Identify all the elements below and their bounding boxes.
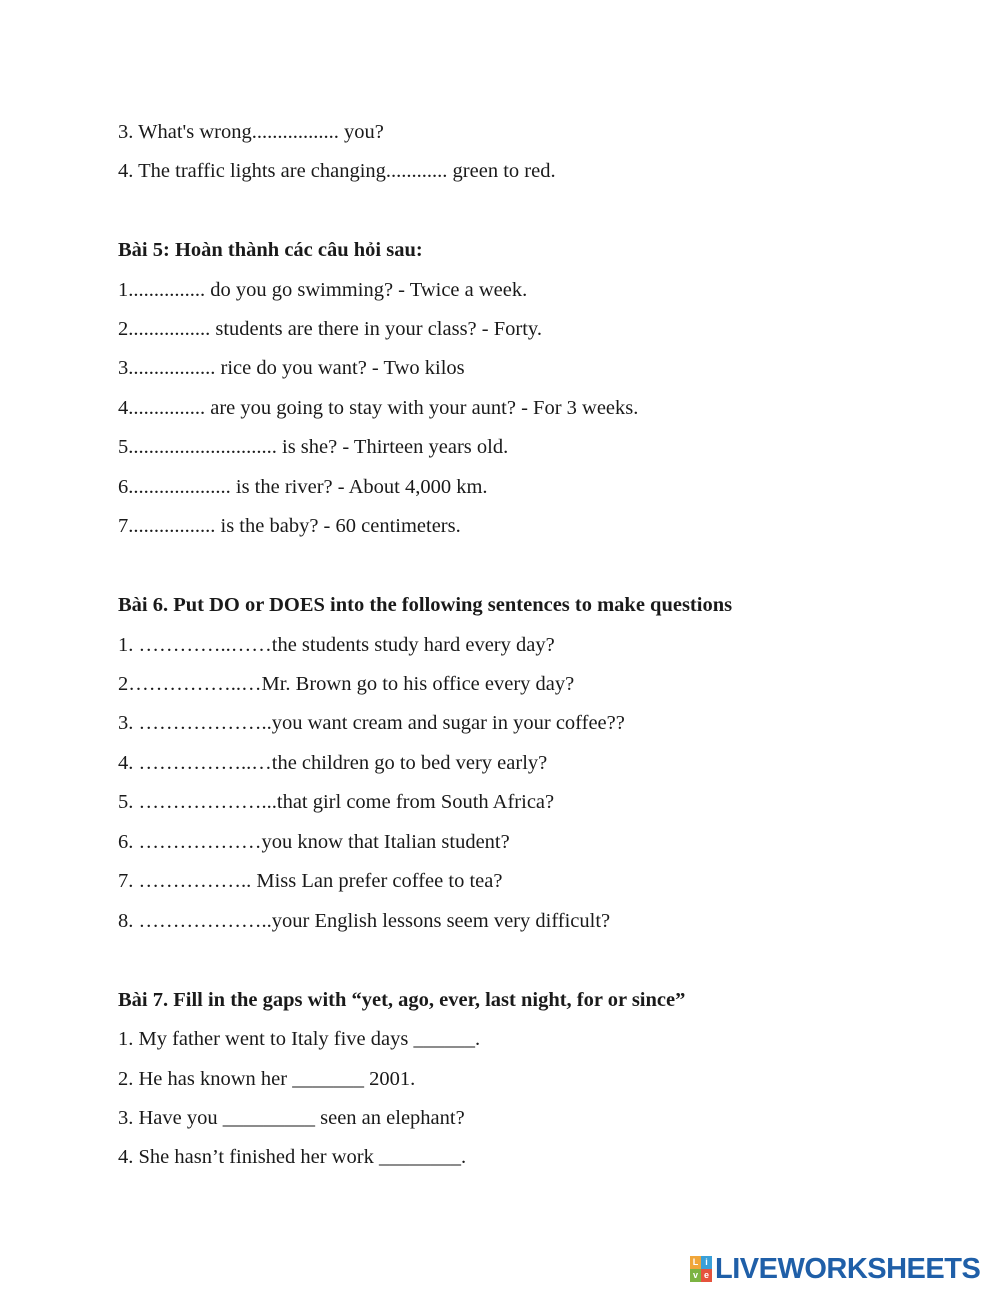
exercise-item: 6. ………………you know that Italian student? bbox=[118, 831, 510, 853]
liveworksheets-logo bbox=[690, 1252, 980, 1286]
exercise-item: 5............................. is she? - Thirteen years old. bbox=[118, 436, 509, 458]
exercise-item: 3. Have you _________ seen an elephant? bbox=[118, 1107, 465, 1129]
exercise-item: 1............... do you go swimming? - Twice a week. bbox=[118, 279, 528, 301]
exercise-item: 2................ students are there in your class? - Forty. bbox=[118, 318, 542, 340]
logo-mark-icon bbox=[690, 1256, 712, 1282]
exercise-item: 3................. rice do you want? - Two kilos bbox=[118, 357, 465, 379]
exercise-item: 1. My father went to Italy five days ______. bbox=[118, 1028, 481, 1050]
logo-text: LIVEWORKSHEETS bbox=[715, 1253, 981, 1285]
logo-tile: v bbox=[690, 1269, 701, 1282]
exercise-item: 7. …………….. Miss Lan prefer coffee to tea? bbox=[118, 870, 503, 892]
logo-tile: i bbox=[701, 1256, 712, 1269]
exercise-item: 3. What's wrong................. you? bbox=[118, 121, 384, 143]
exercise-item: 8. ………………..your English lessons seem very difficult? bbox=[118, 910, 611, 932]
exercise-item: 4. ……………..…the children go to bed very early? bbox=[118, 752, 548, 774]
exercise-item: 2. He has known her _______ 2001. bbox=[118, 1068, 416, 1090]
exercise-item: 4. She hasn’t finished her work ________. bbox=[118, 1146, 467, 1168]
exercise-item: 4............... are you going to stay with your aunt? - For 3 weeks. bbox=[118, 397, 639, 419]
exercise-item: 3. ………………..you want cream and sugar in your coffee?? bbox=[118, 712, 625, 734]
section-heading-bai5: Bài 5: Hoàn thành các câu hỏi sau: bbox=[118, 239, 423, 261]
exercise-item: 2……………..…Mr. Brown go to his office every day? bbox=[118, 673, 575, 695]
exercise-item: 1. …………..……the students study hard every day? bbox=[118, 634, 555, 656]
logo-tile: e bbox=[701, 1269, 712, 1282]
exercise-item: 5. ………………...that girl come from South Africa? bbox=[118, 791, 555, 813]
logo-tile: L bbox=[690, 1256, 701, 1269]
exercise-item: 7................. is the baby? - 60 centimeters. bbox=[118, 515, 461, 537]
exercise-item: 6.................... is the river? - About 4,000 km. bbox=[118, 476, 488, 498]
exercise-item: 4. The traffic lights are changing............ green to red. bbox=[118, 160, 556, 182]
section-heading-bai6: Bài 6. Put DO or DOES into the following sentences to make questions bbox=[118, 594, 733, 616]
section-heading-bai7: Bài 7. Fill in the gaps with “yet, ago, ever, last night, for or since” bbox=[118, 989, 686, 1011]
